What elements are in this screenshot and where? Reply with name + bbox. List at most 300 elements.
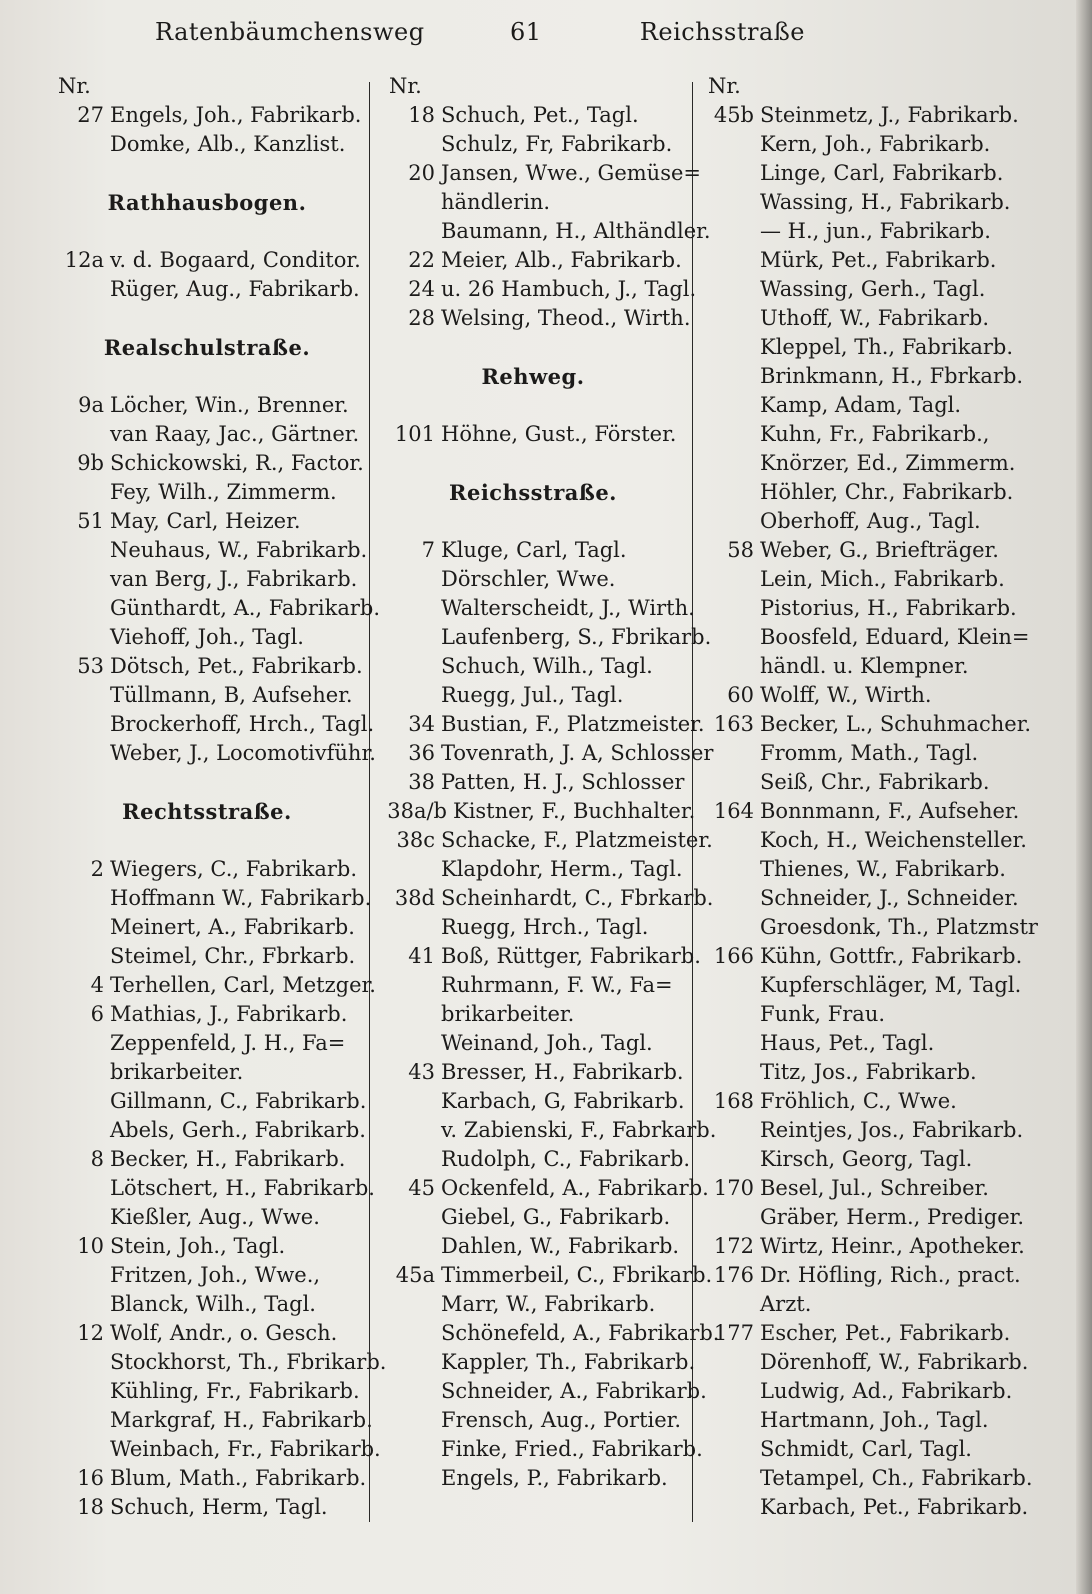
resident-entry	[383, 739, 714, 768]
resident-entry	[702, 826, 1027, 855]
resident-name: Fromm, Math., Tagl.	[760, 741, 979, 765]
resident-entry	[702, 1087, 1022, 1116]
page-number: 61	[510, 18, 542, 46]
resident-name: Ockenfeld, A., Fabrikarb.	[441, 1176, 709, 1200]
resident-entry	[702, 333, 1022, 362]
resident-name: Patten, H. J., Schlosser	[441, 770, 685, 794]
resident-name: Becker, H., Fabrikarb.	[110, 1147, 346, 1171]
resident-entry	[702, 942, 1022, 971]
resident-entry	[52, 623, 362, 652]
house-number: 4	[90, 973, 104, 997]
resident-entry	[702, 304, 1022, 333]
house-number: 38a/b	[387, 799, 447, 823]
resident-entry	[52, 1406, 373, 1435]
resident-entry	[702, 1319, 1022, 1348]
resident-name: Ruegg, Hrch., Tagl.	[441, 915, 649, 939]
street-heading: Rechtsstraße.	[122, 799, 292, 824]
resident-entry	[702, 217, 1022, 246]
resident-name: Schacke, F., Platzmeister.	[441, 828, 713, 852]
resident-entry	[52, 1232, 362, 1261]
resident-name: Steimel, Chr., Fbrkarb.	[110, 944, 356, 968]
resident-name: Baumann, H., Althändler.	[441, 219, 711, 243]
resident-name: Rüger, Aug., Fabrikarb.	[110, 277, 360, 301]
house-number-label	[702, 72, 1022, 101]
resident-entry	[52, 1058, 362, 1087]
house-number: 45b	[713, 103, 754, 127]
resident-entry	[52, 246, 362, 275]
resident-entry	[52, 101, 362, 130]
house-number-label	[52, 72, 362, 101]
resident-name: Dörschler, Wwe.	[441, 567, 616, 591]
house-number: 60	[727, 683, 754, 707]
resident-name: Höhler, Chr., Fabrikarb.	[760, 480, 1014, 504]
house-number: 2	[90, 857, 104, 881]
resident-entry	[702, 420, 1022, 449]
resident-entry	[702, 1029, 1022, 1058]
resident-entry	[702, 130, 1022, 159]
street-heading: Rehweg.	[481, 364, 585, 389]
house-number: 51	[77, 509, 104, 533]
resident-entry	[702, 565, 1022, 594]
house-number: 166	[713, 944, 754, 968]
page-edge	[1076, 0, 1092, 1594]
resident-entry	[702, 652, 1022, 681]
resident-name: brikarbeiter.	[441, 1002, 575, 1026]
resident-entry	[52, 1261, 362, 1290]
resident-name: Dr. Höfling, Rich., pract.	[760, 1263, 1021, 1287]
directory-column-1	[52, 72, 387, 1522]
house-number: 172	[713, 1234, 754, 1258]
resident-name: Uthoff, W., Fabrikarb.	[760, 306, 990, 330]
resident-entry	[52, 478, 362, 507]
resident-entry	[702, 1464, 1033, 1493]
resident-entry	[52, 507, 362, 536]
resident-entry	[702, 1377, 1022, 1406]
resident-entry	[52, 391, 362, 420]
resident-entry	[702, 884, 1022, 913]
house-number: 168	[713, 1089, 754, 1113]
resident-name: Pistorius, H., Fabrikarb.	[760, 596, 1017, 620]
resident-entry	[702, 855, 1022, 884]
resident-entry	[383, 1145, 691, 1174]
resident-name: Reintjes, Jos., Fabrikarb.	[760, 1118, 1024, 1142]
resident-name: Brinkmann, H., Fbrkarb.	[760, 364, 1024, 388]
resident-entry	[383, 942, 701, 971]
resident-entry	[52, 1174, 375, 1203]
resident-name: Kappler, Th., Fabrikarb.	[441, 1350, 696, 1374]
resident-name: Bustian, F., Platzmeister.	[441, 712, 705, 736]
resident-entry	[52, 1348, 387, 1377]
resident-entry	[383, 855, 683, 884]
resident-name: Wirtz, Heinr., Apotheker.	[760, 1234, 1025, 1258]
resident-entry	[383, 710, 705, 739]
resident-name: Abels, Gerh., Fabrikarb.	[110, 1118, 366, 1142]
resident-entry	[702, 681, 1022, 710]
resident-entry	[702, 1000, 1022, 1029]
resident-name: Kleppel, Th., Fabrikarb.	[760, 335, 1014, 359]
house-number: 45	[408, 1176, 435, 1200]
resident-name: Kistner, F., Buchhalter.	[453, 799, 696, 823]
resident-name: Tovenrath, J. A, Schlosser	[441, 741, 714, 765]
resident-name: Thienes, W., Fabrikarb.	[760, 857, 1006, 881]
resident-name: Blanck, Wilh., Tagl.	[110, 1292, 316, 1316]
resident-name: Stockhorst, Th., Fbrikarb.	[110, 1350, 387, 1374]
resident-name: Weinand, Joh., Tagl.	[441, 1031, 653, 1055]
house-number: 28	[408, 306, 435, 330]
resident-name: Gräber, Herm., Prediger.	[760, 1205, 1025, 1229]
resident-name: Tetampel, Ch., Fabrikarb.	[760, 1466, 1033, 1490]
house-number-label	[383, 72, 683, 101]
resident-name: Karbach, Pet., Fabrikarb.	[760, 1495, 1029, 1519]
resident-entry	[383, 130, 683, 159]
house-number: 38c	[396, 828, 435, 852]
spacer	[52, 217, 362, 246]
resident-name: Weber, J., Locomotivführ.	[110, 741, 376, 765]
resident-entry	[383, 1464, 683, 1493]
spacer	[52, 768, 362, 797]
house-number: 12	[77, 1321, 104, 1345]
resident-entry	[383, 1435, 703, 1464]
resident-name: Schickowski, R., Factor.	[110, 451, 364, 475]
resident-entry	[702, 1348, 1029, 1377]
resident-entry	[52, 884, 372, 913]
resident-entry	[702, 1435, 1022, 1464]
resident-name: Schmidt, Carl, Tagl.	[760, 1437, 972, 1461]
resident-entry	[52, 1464, 367, 1493]
house-number: 101	[394, 422, 435, 446]
resident-name: Scheinhardt, C., Fbrkarb.	[441, 886, 714, 910]
resident-entry	[52, 1493, 362, 1522]
spacer	[52, 362, 362, 391]
house-number: 20	[408, 161, 435, 185]
resident-name: Mürk, Pet., Fabrikarb.	[760, 248, 997, 272]
house-number: 18	[77, 1495, 104, 1519]
resident-name: Giebel, G., Fabrikarb.	[441, 1205, 671, 1229]
resident-entry	[52, 942, 362, 971]
resident-entry	[52, 971, 376, 1000]
resident-name: Wolff, W., Wirth.	[760, 683, 932, 707]
resident-entry	[383, 1203, 683, 1232]
resident-name: Schneider, A., Fabrikarb.	[441, 1379, 707, 1403]
house-number: 34	[408, 712, 435, 736]
header-last-street: Reichsstraße	[639, 18, 805, 46]
resident-name: Wassing, H., Fabrikarb.	[760, 190, 1011, 214]
house-number: 7	[421, 538, 435, 562]
resident-entry	[383, 246, 683, 275]
resident-name: Haus, Pet., Tagl.	[760, 1031, 935, 1055]
resident-entry	[702, 1174, 1022, 1203]
resident-name: Hoffmann W., Fabrikarb.	[110, 886, 372, 910]
resident-name: Meier, Alb., Fabrikarb.	[441, 248, 682, 272]
street-heading: Reichsstraße.	[449, 480, 617, 505]
resident-entry	[383, 1348, 696, 1377]
resident-entry	[383, 565, 683, 594]
house-number: 8	[90, 1147, 104, 1171]
resident-name: Jansen, Wwe., Gemüse=	[441, 161, 701, 185]
resident-name: Koch, H., Weichensteller.	[760, 828, 1027, 852]
resident-entry	[702, 797, 1022, 826]
resident-name: Funk, Frau.	[760, 1002, 886, 1026]
nr-label-text: Nr.	[58, 74, 91, 98]
resident-entry	[52, 1145, 362, 1174]
resident-entry	[383, 884, 714, 913]
resident-entry	[702, 1232, 1025, 1261]
resident-name: Kupferschläger, M, Tagl.	[760, 973, 1022, 997]
spacer	[383, 391, 683, 420]
resident-name: van Berg, J., Fabrikarb.	[110, 567, 358, 591]
resident-name: Terhellen, Carl, Metzger.	[110, 973, 376, 997]
resident-name: Laufenberg, S., Fbrikarb.	[441, 625, 712, 649]
resident-entry	[702, 507, 1022, 536]
spacer	[52, 304, 362, 333]
resident-entry	[383, 1000, 683, 1029]
resident-name: u. 26 Hambuch, J., Tagl.	[441, 277, 697, 301]
spacer	[52, 826, 362, 855]
resident-name: van Raay, Jac., Gärtner.	[110, 422, 360, 446]
resident-name: Klapdohr, Herm., Tagl.	[441, 857, 683, 881]
resident-entry	[52, 275, 362, 304]
resident-name: Kühn, Gottfr., Fabrikarb.	[760, 944, 1023, 968]
resident-name: Engels, Joh., Fabrikarb.	[110, 103, 362, 127]
resident-name: Escher, Pet., Fabrikarb.	[760, 1321, 1011, 1345]
resident-entry	[52, 565, 362, 594]
resident-entry	[383, 971, 683, 1000]
resident-name: Fröhlich, C., Wwe.	[760, 1089, 957, 1113]
resident-name: Günthardt, A., Fabrikarb.	[110, 596, 381, 620]
house-number: 22	[408, 248, 435, 272]
resident-entry	[383, 1232, 683, 1261]
resident-name: Schönefeld, A., Fabrikarb.	[441, 1321, 720, 1345]
resident-entry	[383, 188, 683, 217]
resident-entry	[52, 652, 362, 681]
resident-name: Kießler, Aug., Wwe.	[110, 1205, 320, 1229]
resident-name: Mathias, J., Fabrikarb.	[110, 1002, 348, 1026]
resident-name: Knörzer, Ed., Zimmerm.	[760, 451, 1016, 475]
resident-name: Ludwig, Ad., Fabrikarb.	[760, 1379, 1013, 1403]
resident-entry	[383, 1029, 683, 1058]
resident-name: v. Zabienski, F., Fabrkarb.	[441, 1118, 717, 1142]
resident-entry	[702, 1145, 1022, 1174]
resident-name: Weinbach, Fr., Fabrikarb.	[110, 1437, 381, 1461]
resident-name: Seiß, Chr., Fabrikarb.	[760, 770, 990, 794]
resident-entry	[52, 130, 362, 159]
resident-entry	[383, 797, 696, 826]
resident-entry	[52, 739, 376, 768]
resident-entry	[702, 739, 1022, 768]
directory-column-3	[702, 72, 1038, 1522]
resident-name: Timmerbeil, C., Fbrikarb.	[441, 1263, 713, 1287]
house-number: 36	[408, 741, 435, 765]
resident-entry	[52, 420, 362, 449]
resident-entry	[383, 1087, 683, 1116]
house-number: 170	[713, 1176, 754, 1200]
resident-entry	[702, 188, 1022, 217]
resident-name: Lein, Mich., Fabrikarb.	[760, 567, 1005, 591]
resident-entry	[702, 449, 1022, 478]
resident-entry	[702, 1116, 1022, 1145]
resident-name: Frensch, Aug., Portier.	[441, 1408, 682, 1432]
house-number: 6	[90, 1002, 104, 1026]
resident-entry	[702, 1261, 1022, 1290]
resident-name: Fey, Wilh., Zimmerm.	[110, 480, 337, 504]
house-number: 18	[408, 103, 435, 127]
resident-name: — H., jun., Fabrikarb.	[760, 219, 991, 243]
resident-name: Markgraf, H., Fabrikarb.	[110, 1408, 373, 1432]
resident-name: Meinert, A., Fabrikarb.	[110, 915, 355, 939]
resident-entry	[383, 536, 683, 565]
resident-name: May, Carl, Heizer.	[110, 509, 301, 533]
resident-entry	[702, 275, 1022, 304]
resident-entry	[52, 1116, 366, 1145]
resident-name: Stein, Joh., Tagl.	[110, 1234, 286, 1258]
resident-entry	[52, 855, 362, 884]
resident-entry	[702, 913, 1038, 942]
house-number: 163	[713, 712, 754, 736]
resident-name: Wolf, Andr., o. Gesch.	[110, 1321, 338, 1345]
nr-label-text: Nr.	[708, 74, 741, 98]
running-header	[155, 14, 805, 54]
resident-entry	[383, 1261, 713, 1290]
resident-name: Dötsch, Pet., Fabrikarb.	[110, 654, 363, 678]
directory-column-2	[383, 72, 720, 1493]
resident-name: Wiegers, C., Fabrikarb.	[110, 857, 358, 881]
resident-name: Löcher, Win., Brenner.	[110, 393, 349, 417]
resident-name: Boß, Rüttger, Fabrikarb.	[441, 944, 701, 968]
resident-name: Kühling, Fr., Fabrikarb.	[110, 1379, 360, 1403]
resident-entry	[702, 101, 1022, 130]
resident-entry	[702, 159, 1022, 188]
resident-entry	[702, 1290, 1022, 1319]
resident-entry	[52, 1377, 362, 1406]
resident-name: Boosfeld, Eduard, Klein=	[760, 625, 1030, 649]
resident-entry	[702, 478, 1022, 507]
house-number: 9b	[77, 451, 104, 475]
house-number: 53	[77, 654, 104, 678]
resident-entry	[383, 1058, 683, 1087]
resident-entry	[383, 913, 683, 942]
resident-name: Steinmetz, J., Fabrikarb.	[760, 103, 1019, 127]
spacer	[383, 333, 683, 362]
house-number: 43	[408, 1060, 435, 1084]
resident-name: Zeppenfeld, J. H., Fa=	[110, 1031, 346, 1055]
resident-name: Becker, L., Schuhmacher.	[760, 712, 1032, 736]
column-divider	[369, 82, 370, 1522]
resident-entry	[383, 826, 713, 855]
resident-entry	[702, 710, 1032, 739]
resident-entry	[383, 681, 683, 710]
resident-name: Titz, Jos., Fabrikarb.	[760, 1060, 977, 1084]
resident-entry	[383, 1406, 683, 1435]
resident-entry	[702, 971, 1022, 1000]
resident-name: händl. u. Klempner.	[760, 654, 969, 678]
resident-entry	[383, 768, 683, 797]
resident-entry	[52, 1319, 362, 1348]
resident-entry	[52, 1435, 381, 1464]
resident-name: Schuch, Pet., Tagl.	[441, 103, 639, 127]
resident-name: Ruegg, Jul., Tagl.	[441, 683, 624, 707]
resident-name: Schuch, Herm, Tagl.	[110, 1495, 328, 1519]
resident-name: Bresser, H., Fabrikarb.	[441, 1060, 684, 1084]
nr-label-text: Nr.	[389, 74, 422, 98]
resident-entry	[52, 449, 362, 478]
resident-entry	[383, 304, 691, 333]
resident-entry	[52, 594, 381, 623]
resident-entry	[383, 1174, 709, 1203]
resident-name: Arzt.	[760, 1292, 812, 1316]
resident-name: Schuch, Wilh., Tagl.	[441, 654, 653, 678]
resident-name: Engels, P., Fabrikarb.	[441, 1466, 668, 1490]
resident-name: Kern, Joh., Fabrikarb.	[760, 132, 991, 156]
resident-entry	[383, 594, 695, 623]
resident-name: Groesdonk, Th., Platzmstr	[760, 915, 1038, 939]
resident-name: Finke, Fried., Fabrikarb.	[441, 1437, 703, 1461]
house-number: 176	[713, 1263, 754, 1287]
resident-entry	[702, 1203, 1025, 1232]
spacer	[383, 449, 683, 478]
resident-entry	[702, 362, 1022, 391]
house-number: 45a	[395, 1263, 435, 1287]
house-number: 164	[713, 799, 754, 823]
resident-entry	[383, 101, 683, 130]
resident-entry	[702, 623, 1030, 652]
resident-entry	[52, 710, 375, 739]
resident-name: Besel, Jul., Schreiber.	[760, 1176, 989, 1200]
house-number: 58	[727, 538, 754, 562]
resident-entry	[383, 159, 701, 188]
house-number: 16	[77, 1466, 104, 1490]
resident-entry	[383, 652, 683, 681]
resident-name: Weber, G., Briefträger.	[760, 538, 999, 562]
resident-entry	[383, 275, 697, 304]
resident-name: Schulz, Fr, Fabrikarb.	[441, 132, 673, 156]
resident-name: Gillmann, C., Fabrikarb.	[110, 1089, 367, 1113]
house-number: 27	[77, 103, 104, 127]
resident-entry	[383, 1116, 717, 1145]
resident-name: Hartmann, Joh., Tagl.	[760, 1408, 989, 1432]
resident-name: Blum, Math., Fabrikarb.	[110, 1466, 367, 1490]
house-number: 41	[408, 944, 435, 968]
resident-entry	[52, 1087, 367, 1116]
resident-entry	[52, 536, 368, 565]
resident-entry	[383, 1377, 707, 1406]
resident-entry	[52, 681, 362, 710]
resident-entry	[383, 1319, 720, 1348]
house-number: 12a	[64, 248, 104, 272]
resident-entry	[52, 913, 362, 942]
resident-entry	[52, 1203, 362, 1232]
resident-name: Kirsch, Georg, Tagl.	[760, 1147, 973, 1171]
resident-name: Dahlen, W., Fabrikarb.	[441, 1234, 680, 1258]
resident-name: Kuhn, Fr., Fabrikarb.,	[760, 422, 990, 446]
resident-name: Neuhaus, W., Fabrikarb.	[110, 538, 368, 562]
resident-name: v. d. Bogaard, Conditor.	[110, 248, 361, 272]
house-number: 24	[408, 277, 435, 301]
resident-name: Dörenhoff, W., Fabrikarb.	[760, 1350, 1029, 1374]
resident-entry	[383, 1290, 683, 1319]
house-number: 38d	[394, 886, 435, 910]
resident-name: Höhne, Gust., Förster.	[441, 422, 677, 446]
resident-entry	[702, 246, 1022, 275]
resident-name: Welsing, Theod., Wirth.	[441, 306, 691, 330]
spacer	[383, 507, 683, 536]
resident-name: Linge, Carl, Fabrikarb.	[760, 161, 1004, 185]
resident-name: Marr, W., Fabrikarb.	[441, 1292, 656, 1316]
house-number: 177	[713, 1321, 754, 1345]
resident-name: Lötschert, H., Fabrikarb.	[110, 1176, 375, 1200]
resident-entry	[52, 1000, 362, 1029]
house-number: 10	[77, 1234, 104, 1258]
resident-name: Walterscheidt, J., Wirth.	[441, 596, 695, 620]
